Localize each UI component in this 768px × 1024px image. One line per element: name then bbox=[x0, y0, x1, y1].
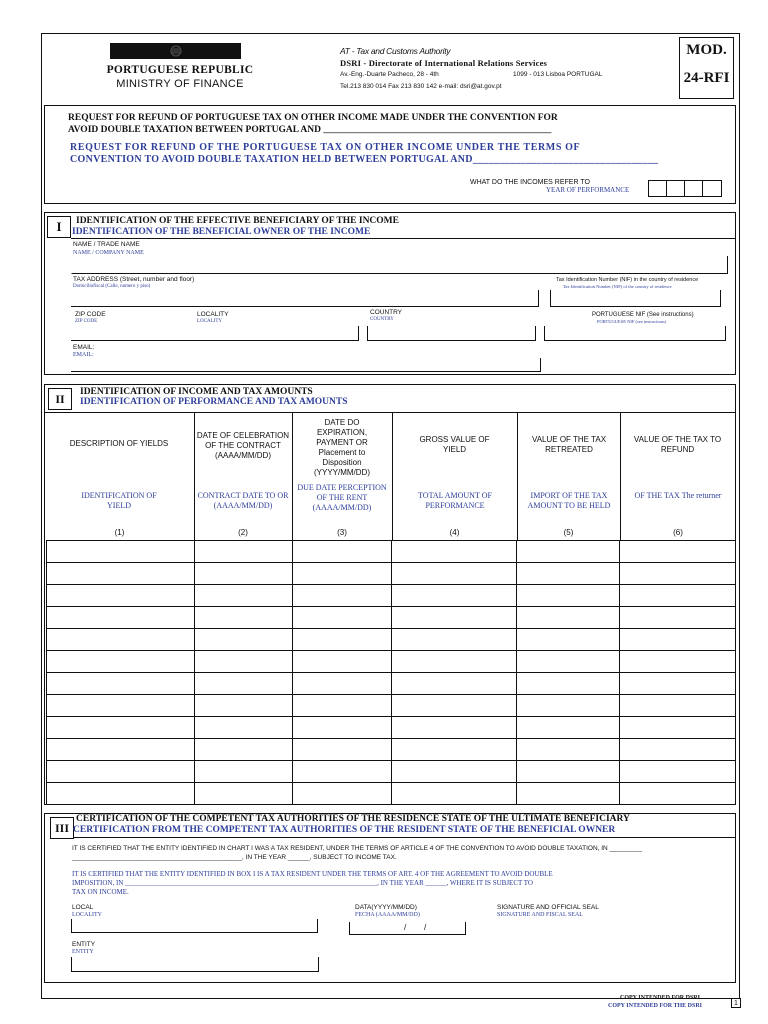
table-cell[interactable] bbox=[392, 761, 517, 783]
col-6-number: (6) bbox=[673, 528, 683, 537]
col-4-header: GROSS VALUE OF YIELD bbox=[419, 435, 490, 454]
name-label: NAME / TRADE NAME bbox=[73, 241, 140, 248]
table-cell[interactable] bbox=[620, 651, 736, 673]
table-cell[interactable] bbox=[620, 585, 736, 607]
date-label-alt: FECHA (AAAA/MM/DD) bbox=[355, 912, 420, 918]
col-divider-5 bbox=[620, 413, 621, 540]
table-cell[interactable] bbox=[292, 563, 392, 585]
col-6-header-alt: OF THE TAX The returner bbox=[634, 491, 722, 500]
table-row bbox=[47, 585, 736, 607]
table-cell[interactable] bbox=[194, 695, 292, 717]
contact-info: Tel.213 830 014 Fax 213 830 142 e-mail: dsri@at.gov.pt bbox=[340, 83, 502, 90]
table-cell[interactable] bbox=[292, 717, 392, 739]
table-cell[interactable] bbox=[517, 585, 620, 607]
cert-en-line-2: _______________________________________________, IN THE YEAR ______, SUBJECT TO INCOME TAX. bbox=[72, 854, 397, 861]
table-cell[interactable] bbox=[292, 739, 392, 761]
country-input[interactable] bbox=[367, 326, 536, 341]
col-divider-1 bbox=[194, 413, 195, 540]
table-cell[interactable] bbox=[292, 761, 392, 783]
table-cell[interactable] bbox=[620, 541, 736, 563]
authority-name: AT - Tax and Customs Authority bbox=[340, 46, 451, 56]
table-cell[interactable] bbox=[620, 717, 736, 739]
table-cell[interactable] bbox=[194, 629, 292, 651]
table-cell[interactable] bbox=[47, 761, 195, 783]
income-table bbox=[46, 540, 736, 805]
locality-label: LOCALITY bbox=[197, 311, 229, 318]
address-city: 1099 - 013 Lisboa PORTUGAL bbox=[513, 71, 603, 78]
date-separators: / / bbox=[404, 923, 427, 932]
section-1-number: I bbox=[47, 216, 71, 238]
ministry-title: MINISTRY OF FINANCE bbox=[116, 78, 244, 90]
table-cell[interactable] bbox=[292, 673, 392, 695]
table-cell[interactable] bbox=[292, 629, 392, 651]
table-cell[interactable] bbox=[620, 695, 736, 717]
model-label: MOD. bbox=[686, 42, 727, 58]
nif-label-alt: Tax Identification Number (NIF) of the country of residence bbox=[563, 284, 672, 289]
model-code: 24-RFI bbox=[683, 70, 730, 86]
table-cell[interactable] bbox=[194, 607, 292, 629]
col-5-number: (5) bbox=[563, 528, 574, 537]
table-cell[interactable] bbox=[292, 585, 392, 607]
table-cell[interactable] bbox=[392, 673, 517, 695]
republic-title: PORTUGUESE REPUBLIC bbox=[106, 64, 254, 76]
year-digit-1[interactable] bbox=[648, 180, 667, 197]
locality-label-alt: LOCALITY bbox=[197, 319, 222, 324]
table-cell[interactable] bbox=[292, 695, 392, 717]
address-label-alt: Domiciliofiscal (Calle, numero y piso) bbox=[73, 284, 151, 289]
table-cell[interactable] bbox=[47, 717, 195, 739]
table-cell[interactable] bbox=[47, 563, 195, 585]
table-cell[interactable] bbox=[47, 629, 195, 651]
table-row bbox=[47, 541, 736, 563]
table-cell[interactable] bbox=[47, 673, 195, 695]
table-cell[interactable] bbox=[517, 541, 620, 563]
table-cell[interactable] bbox=[194, 717, 292, 739]
table-cell[interactable] bbox=[620, 673, 736, 695]
section-3-number: III bbox=[50, 817, 74, 839]
table-cell[interactable] bbox=[194, 673, 292, 695]
section-3-title-alt: CERTIFICATION FROM THE COMPETENT TAX AUTHORITIES OF THE RESIDENT STATE OF THE BENEFICIAL OWNER bbox=[73, 825, 616, 835]
table-cell[interactable] bbox=[517, 695, 620, 717]
year-label: WHAT DO THE INCOMES REFER TO bbox=[470, 179, 590, 186]
pt-nif-label-alt: PORTUGUESE NIF (see instructions) bbox=[597, 319, 667, 324]
section-1-divider bbox=[71, 238, 736, 239]
section-1-title: IDENTIFICATION OF THE EFFECTIVE BENEFICIARY OF THE INCOME bbox=[76, 216, 399, 226]
table-cell[interactable] bbox=[620, 783, 736, 805]
email-label-alt: EMAIL: bbox=[73, 352, 94, 358]
table-cell[interactable] bbox=[194, 651, 292, 673]
table-cell[interactable] bbox=[47, 783, 195, 805]
cert-alt-line-2: IMPOSITION, IN ________________________________________________________________________, IN THE YEAR ______, WHERE IT IS SUBJECT TO bbox=[72, 879, 533, 887]
local-input[interactable] bbox=[71, 919, 318, 933]
table-row bbox=[47, 695, 736, 717]
table-row bbox=[47, 651, 736, 673]
table-cell[interactable] bbox=[292, 541, 392, 563]
seal-label-alt: SIGNATURE AND FISCAL SEAL bbox=[497, 912, 583, 918]
col-5-header: VALUE OF THE TAX RETREATED bbox=[531, 435, 607, 454]
table-cell[interactable] bbox=[392, 585, 517, 607]
table-cell[interactable] bbox=[392, 739, 517, 761]
table-cell[interactable] bbox=[517, 717, 620, 739]
col-5-header-alt: IMPORT OF THE TAX AMOUNT TO BE HELD bbox=[527, 491, 611, 510]
col-3-header-alt: DUE DATE PERCEPTION OF THE RENT (AAAA/MM/DD) bbox=[297, 483, 387, 512]
country-label: COUNTRY bbox=[370, 309, 403, 316]
entity-label-alt: ENTITY bbox=[72, 949, 94, 955]
col-divider-3 bbox=[392, 413, 393, 540]
zip-input[interactable] bbox=[71, 326, 359, 341]
col-6-header: VALUE OF THE TAX TO REFUND bbox=[633, 435, 722, 454]
table-cell[interactable] bbox=[194, 585, 292, 607]
address-label: TAX ADDRESS (Street, number and floor) bbox=[73, 276, 195, 283]
table-cell[interactable] bbox=[517, 673, 620, 695]
table-cell[interactable] bbox=[392, 563, 517, 585]
col-2-number: (2) bbox=[238, 528, 248, 537]
local-label-alt: LOCALITY bbox=[72, 912, 102, 918]
date-label: DATA(YYYY/MM/DD) bbox=[355, 904, 417, 911]
col-1-header-alt: IDENTIFICATION OF YIELD bbox=[81, 491, 157, 510]
section-1-title-alt: IDENTIFICATION OF THE BENEFICIAL OWNER OF THE INCOME bbox=[72, 227, 371, 237]
section-2-title: IDENTIFICATION OF INCOME AND TAX AMOUNTS bbox=[80, 387, 313, 397]
table-cell[interactable] bbox=[194, 541, 292, 563]
table-cell[interactable] bbox=[292, 783, 392, 805]
table-cell[interactable] bbox=[517, 783, 620, 805]
table-cell[interactable] bbox=[47, 695, 195, 717]
table-cell[interactable] bbox=[517, 563, 620, 585]
table-cell[interactable] bbox=[47, 651, 195, 673]
copy-note: COPY INTENDED FOR DSRI bbox=[620, 995, 700, 1001]
table-cell[interactable] bbox=[392, 783, 517, 805]
col-4-header-alt: TOTAL AMOUNT OF PERFORMANCE bbox=[418, 491, 492, 510]
year-digit-2[interactable] bbox=[666, 180, 685, 197]
cert-alt-line-3: TAX ON INCOME. bbox=[72, 888, 129, 896]
table-cell[interactable] bbox=[194, 783, 292, 805]
col-2-header: DATE OF CELEBRATION OF THE CONTRACT (AAAA/MM/DD) bbox=[196, 431, 290, 460]
name-label-alt: NAME / COMPANY NAME bbox=[73, 250, 144, 256]
request-title-alt-2: CONVENTION TO AVOID DOUBLE TAXATION HELD BETWEEN PORTUGAL AND___________________________________ bbox=[70, 154, 659, 165]
table-row bbox=[47, 761, 736, 783]
table-cell[interactable] bbox=[194, 739, 292, 761]
table-cell[interactable] bbox=[392, 717, 517, 739]
table-row bbox=[47, 673, 736, 695]
section-2-title-alt: IDENTIFICATION OF PERFORMANCE AND TAX AMOUNTS bbox=[80, 397, 348, 407]
request-title-en-2: AVOID DOUBLE TAXATION BETWEEN PORTUGAL AND ________________________________________________ bbox=[68, 125, 552, 135]
directorate-name: DSRI - Directorate of International Relations Services bbox=[340, 58, 548, 68]
section-2-divider bbox=[44, 412, 736, 413]
zip-label-alt: ZIP CODE bbox=[75, 319, 98, 324]
table-cell[interactable] bbox=[47, 739, 195, 761]
col-3-number: (3) bbox=[337, 528, 347, 537]
table-cell[interactable] bbox=[517, 761, 620, 783]
table-cell[interactable] bbox=[517, 629, 620, 651]
year-input[interactable] bbox=[648, 180, 722, 197]
table-cell[interactable] bbox=[47, 607, 195, 629]
section-2-number: II bbox=[48, 388, 72, 410]
coat-of-arms-icon bbox=[110, 43, 241, 59]
entity-label: ENTITY bbox=[72, 941, 96, 948]
col-1-number: (1) bbox=[114, 528, 125, 537]
pt-nif-input[interactable] bbox=[544, 326, 726, 341]
table-cell[interactable] bbox=[620, 739, 736, 761]
table-cell[interactable] bbox=[517, 651, 620, 673]
local-label: LOCAL bbox=[72, 904, 94, 911]
pt-nif-label: PORTUGUESE NIF (See instructions) bbox=[592, 312, 694, 318]
table-cell[interactable] bbox=[194, 761, 292, 783]
table-row bbox=[47, 563, 736, 585]
nif-label: Tax Identification Number (NIF) in the country of residence bbox=[556, 277, 699, 283]
cert-en-line-1: IT IS CERTIFIED THAT THE ENTITY IDENTIFIED IN CHART I WAS A TAX RESIDENT, UNDER THE TERMS OF ARTICLE 4 OF THE CONVENTION TO AVOID DOUBLE TAXATION, IN _________ bbox=[72, 845, 643, 852]
table-cell[interactable] bbox=[392, 651, 517, 673]
address-input[interactable] bbox=[71, 290, 539, 307]
table-cell[interactable] bbox=[292, 607, 392, 629]
table-cell[interactable] bbox=[517, 739, 620, 761]
year-digit-4[interactable] bbox=[702, 180, 722, 197]
col-4-number: (4) bbox=[449, 528, 460, 537]
table-cell[interactable] bbox=[620, 761, 736, 783]
request-title-en-1: REQUEST FOR REFUND OF PORTUGUESE TAX ON OTHER INCOME MADE UNDER THE CONVENTION FOR bbox=[68, 113, 558, 123]
table-cell[interactable] bbox=[47, 541, 195, 563]
table-cell[interactable] bbox=[392, 695, 517, 717]
section-3-divider bbox=[73, 837, 736, 838]
col-3-header: DATE DO EXPIRATION, PAYMENT OR Placement to Disposition (YYYY/MM/DD) bbox=[314, 418, 370, 477]
table-cell[interactable] bbox=[517, 607, 620, 629]
table-cell[interactable] bbox=[392, 629, 517, 651]
page-number-label: 1 bbox=[734, 1000, 738, 1007]
section-3-title: CERTIFICATION OF THE COMPETENT TAX AUTHORITIES OF THE RESIDENCE STATE OF THE ULTIMATE BENEFICIARY bbox=[76, 814, 630, 824]
table-row bbox=[47, 717, 736, 739]
seal-label: SIGNATURE AND OFFICIAL SEAL bbox=[497, 904, 599, 911]
year-digit-3[interactable] bbox=[684, 180, 703, 197]
table-cell[interactable] bbox=[392, 607, 517, 629]
year-label-alt: YEAR OF PERFORMANCE bbox=[546, 186, 630, 194]
country-label-alt: COUNTRY bbox=[370, 317, 394, 322]
table-cell[interactable] bbox=[194, 563, 292, 585]
email-label: EMAIL: bbox=[73, 344, 95, 351]
email-input[interactable] bbox=[71, 358, 541, 372]
col-divider-2 bbox=[292, 413, 293, 540]
table-row bbox=[47, 783, 736, 805]
table-row bbox=[47, 629, 736, 651]
cert-alt-line-1: IT IS CERTIFIED THAT THE ENTITY IDENTIFIED IN BOX I IS A TAX RESIDENT UNDER THE TERMS OF ART. 4 OF THE AGREEMENT TO AVOID DOUBLE bbox=[72, 870, 553, 878]
table-cell[interactable] bbox=[292, 651, 392, 673]
nif-input[interactable] bbox=[550, 290, 721, 307]
table-row bbox=[47, 607, 736, 629]
request-title-alt-1: REQUEST FOR REFUND OF THE PORTUGUESE TAX ON OTHER INCOME UNDER THE TERMS OF bbox=[70, 142, 581, 153]
table-cell[interactable] bbox=[620, 629, 736, 651]
zip-label: ZIP CODE bbox=[75, 311, 106, 318]
col-2-header-alt: CONTRACT DATE TO OR (AAAA/MM/DD) bbox=[197, 491, 289, 510]
table-cell[interactable] bbox=[620, 563, 736, 585]
table-cell[interactable] bbox=[620, 607, 736, 629]
name-input[interactable] bbox=[71, 256, 728, 274]
page-number bbox=[731, 998, 741, 1008]
col-1-header: DESCRIPTION OF YIELDS bbox=[69, 439, 169, 448]
table-cell[interactable] bbox=[47, 585, 195, 607]
table-row bbox=[47, 739, 736, 761]
copy-note-alt: COPY INTENDED FOR THE DSRI bbox=[608, 1003, 703, 1009]
address-street: Av.-Eng.-Duarte Pacheco, 28 - 4th bbox=[340, 71, 439, 78]
table-cell[interactable] bbox=[392, 541, 517, 563]
col-divider-4 bbox=[517, 413, 518, 540]
entity-input[interactable] bbox=[71, 957, 319, 972]
